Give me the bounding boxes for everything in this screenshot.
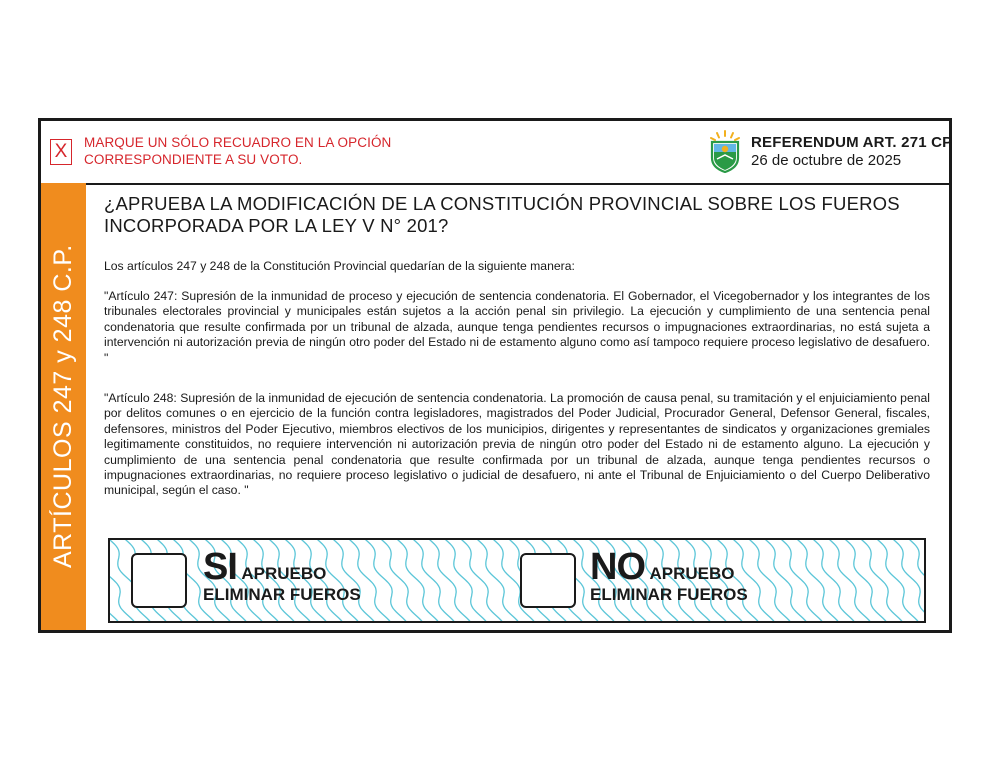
articles-sidebar-label: ARTÍCULOS 247 y 248 C.P. xyxy=(49,244,77,569)
referendum-question: ¿APRUEBA LA MODIFICACIÓN DE LA CONSTITUCIÓN PROVINCIAL SOBRE LOS FUEROS INCORPORADA POR LA LEY V N° 201? xyxy=(104,193,900,236)
referendum-date: 26 de octubre de 2025 xyxy=(751,152,902,169)
vote-si-big-text: SI xyxy=(203,546,237,588)
vote-no-checkbox[interactable] xyxy=(520,553,576,608)
coat-of-arms-icon xyxy=(708,129,742,173)
x-mark-icon: X xyxy=(50,139,72,165)
vote-no-line2: ELIMINAR FUEROS xyxy=(590,585,748,604)
vote-no-label[interactable] xyxy=(590,546,748,606)
article-247-text: "Artículo 247: Supresión de la inmunidad de proceso y ejecución de sentencia condenatoria. El Gobernador, el Vicegobernador y los integrantes de los tribunales electorales provincial y municipales están sujetos a la acción penal sin privilegio. La ejecución y cumplimiento de una sentencia penal condenatoria que resulte confirmada por un tribunal de alzada, aunque tenga pendientes recursos o impugnaciones extraordinarias, no está sujeta a intervención ni autorización previa de ningún otro poder del Estado ni de estamento alguno como así tampoco requiere proceso legislativo de desafuero. " xyxy=(104,289,930,365)
vote-si-word: APRUEBO xyxy=(241,564,327,583)
ballot-header xyxy=(41,121,953,185)
referendum-ballot xyxy=(38,118,952,633)
vote-options-area xyxy=(108,538,926,623)
vote-si-checkbox[interactable] xyxy=(131,553,187,608)
voting-instruction: MARQUE UN SÓLO RECUADRO EN LA OPCIÓN CORRESPONDIENTE A SU VOTO. xyxy=(84,135,392,167)
vote-si-line2: ELIMINAR FUEROS xyxy=(203,585,361,604)
vote-si-label[interactable] xyxy=(203,546,361,606)
article-248-text: "Artículo 248: Supresión de la inmunidad de ejecución de sentencia condenatoria. La promoción de causa penal, su tramitación y el enjuiciamiento penal por delitos comunes o en ejercicio de la función contra legisladores, magistrados del Poder Judicial, Procurador General, Defensor General, fiscales, defensores, ministros del Poder Ejecutivo, miembros electivos de los municipios, dirigentes y representantes de sindicatos y organizaciones gremiales legitimamente constituidos, no requiere intervención ni autorización previa de ningún otro poder del Estado ni de estamento alguno. La ejecución y cumplimiento de una sentencia penal condenatoria que resulte confirmada por un tribunal de alzada, aunque tenga pendientes recursos o impugnaciones extraordinarias, no requiere proceso legislativo o judicial de desafuero, ni ante el Tribunal de Enjuiciamiento o del Cuerpo Deliberativo municipal, según el caso. " xyxy=(104,391,930,498)
vote-no-big-text: NO xyxy=(590,546,645,588)
articles-sidebar xyxy=(41,183,86,630)
vote-no-word: APRUEBO xyxy=(649,564,735,583)
referendum-title: REFERENDUM ART. 271 CP xyxy=(751,134,953,151)
articles-intro: Los artículos 247 y 248 de la Constitución Provincial quedarían de la siguiente manera: xyxy=(104,259,575,273)
